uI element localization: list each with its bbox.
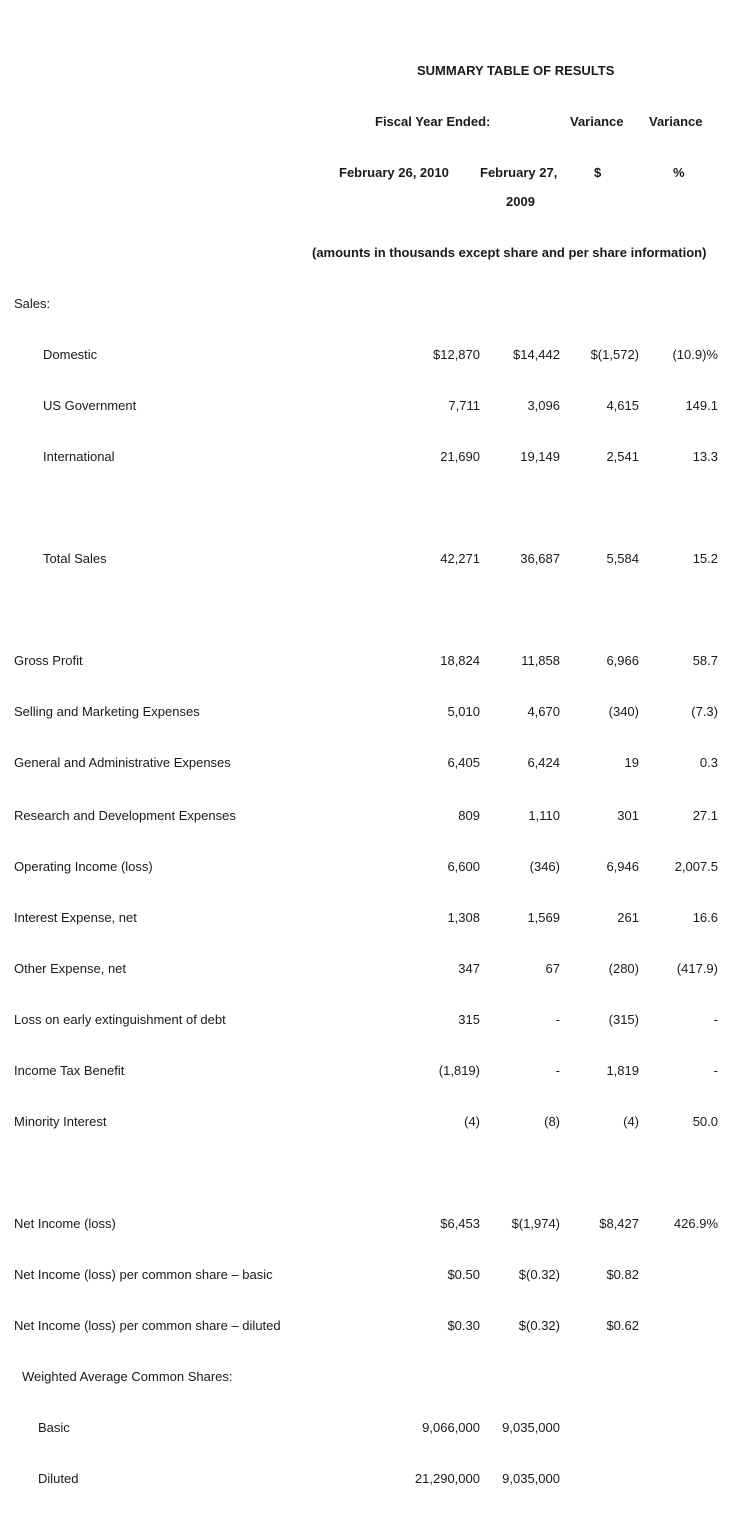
- cell-fy2010: $6,453: [440, 1216, 480, 1231]
- cell-fy2010: 5,010: [447, 704, 480, 719]
- cell-fy2009: 6,424: [527, 755, 560, 770]
- cell-fy2009: 19,149: [520, 449, 560, 464]
- cell-variance-percent: -: [713, 1012, 718, 1027]
- cell-variance-dollar: 4,615: [606, 398, 639, 413]
- cell-variance-percent: 15.2: [692, 551, 718, 566]
- cell-variance-dollar: (280): [608, 961, 639, 976]
- cell-fy2009: (346): [529, 859, 560, 874]
- cell-fy2009: 36,687: [520, 551, 560, 566]
- variance-percent-header: Variance: [649, 114, 703, 129]
- row-label: General and Administrative Expenses: [14, 755, 231, 770]
- cell-fy2010: $0.30: [447, 1318, 480, 1333]
- cell-variance-dollar: (340): [608, 704, 639, 719]
- cell-fy2009: -: [555, 1012, 560, 1027]
- row-label: US Government: [43, 398, 137, 413]
- cell-fy2010: (4): [464, 1114, 480, 1129]
- date-2009-header-line2: 2009: [506, 194, 535, 209]
- cell-variance-dollar: 19: [624, 755, 639, 770]
- cell-variance-percent: 2,007.5: [674, 859, 718, 874]
- row-label: Income Tax Benefit: [14, 1063, 125, 1078]
- cell-fy2009: 9,035,000: [502, 1471, 560, 1486]
- row-label: Diluted: [38, 1471, 79, 1486]
- cell-fy2010: 42,271: [440, 551, 480, 566]
- row-label: Operating Income (loss): [14, 859, 153, 874]
- row-label: Basic: [38, 1420, 70, 1435]
- cell-variance-dollar: 6,966: [606, 653, 639, 668]
- cell-variance-percent: 426.9%: [673, 1216, 718, 1231]
- fiscal-year-header: Fiscal Year Ended:: [375, 114, 491, 129]
- cell-fy2009: 4,670: [527, 704, 560, 719]
- cell-fy2010: 21,290,000: [414, 1471, 480, 1486]
- row-label: Net Income (loss) per common share – basic: [14, 1267, 273, 1282]
- row-label: Interest Expense, net: [14, 910, 137, 925]
- cell-fy2010: 347: [458, 961, 480, 976]
- cell-fy2009: 9,035,000: [502, 1420, 560, 1435]
- cell-variance-percent: (417.9): [676, 961, 718, 976]
- cell-variance-percent: 13.3: [692, 449, 718, 464]
- variance-dollar-header: Variance: [570, 114, 624, 129]
- cell-variance-percent: -: [713, 1063, 718, 1078]
- cell-variance-dollar: 1,819: [606, 1063, 639, 1078]
- cell-variance-dollar: 2,541: [606, 449, 639, 464]
- cell-variance-percent: (10.9)%: [672, 347, 718, 362]
- cell-fy2009: -: [555, 1063, 560, 1078]
- cell-fy2009: 67: [545, 961, 560, 976]
- amounts-note: (amounts in thousands except share and per share information): [312, 245, 707, 260]
- row-label: Loss on early extinguishment of debt: [14, 1012, 226, 1027]
- row-label: International: [43, 449, 115, 464]
- cell-variance-percent: 50.0: [692, 1114, 718, 1129]
- cell-fy2010: (1,819): [438, 1063, 480, 1078]
- cell-fy2009: $(0.32): [518, 1267, 560, 1282]
- cell-fy2009: 1,110: [528, 808, 560, 823]
- cell-variance-dollar: $8,427: [599, 1216, 639, 1231]
- cell-fy2010: 1,308: [447, 910, 480, 925]
- cell-variance-percent: 149.1: [685, 398, 718, 413]
- cell-variance-dollar: $0.82: [606, 1267, 639, 1282]
- cell-variance-percent: 16.6: [692, 910, 718, 925]
- cell-variance-dollar: 301: [617, 808, 639, 823]
- cell-fy2009: (8): [544, 1114, 560, 1129]
- cell-variance-dollar: 6,946: [606, 859, 639, 874]
- cell-fy2009: 3,096: [527, 398, 560, 413]
- cell-variance-dollar: (4): [623, 1114, 639, 1129]
- date-2010-header: February 26, 2010: [339, 165, 449, 180]
- cell-fy2010: 6,600: [447, 859, 480, 874]
- row-label: Total Sales: [43, 551, 107, 566]
- row-label: Net Income (loss): [14, 1216, 116, 1231]
- table-title: SUMMARY TABLE OF RESULTS: [417, 63, 615, 78]
- cell-variance-percent: 0.3: [699, 755, 718, 770]
- cell-fy2010: 21,690: [440, 449, 480, 464]
- date-2009-header-line1: February 27,: [480, 165, 558, 180]
- cell-variance-dollar: $0.62: [606, 1318, 639, 1333]
- cell-fy2010: 6,405: [447, 755, 480, 770]
- cell-variance-dollar: 261: [617, 910, 639, 925]
- cell-variance-dollar: (315): [608, 1012, 639, 1027]
- row-label: Selling and Marketing Expenses: [14, 704, 200, 719]
- cell-fy2010: $0.50: [447, 1267, 480, 1282]
- weighted-shares-label: Weighted Average Common Shares:: [22, 1369, 233, 1384]
- unit-dollar-header: $: [594, 165, 602, 180]
- cell-fy2009: $(1,974): [511, 1216, 560, 1231]
- cell-fy2010: $12,870: [433, 347, 480, 362]
- cell-variance-percent: 27.1: [692, 808, 718, 823]
- cell-fy2010: 7,711: [448, 398, 480, 413]
- row-label: Minority Interest: [14, 1114, 107, 1129]
- row-label: Other Expense, net: [14, 961, 127, 976]
- cell-fy2010: 9,066,000: [422, 1420, 480, 1435]
- sales-section-label: Sales:: [14, 296, 51, 311]
- cell-fy2009: 1,569: [527, 910, 560, 925]
- row-label: Domestic: [43, 347, 98, 362]
- row-label: Gross Profit: [14, 653, 83, 668]
- cell-fy2009: 11,858: [521, 653, 560, 668]
- cell-fy2010: 18,824: [440, 653, 480, 668]
- cell-variance-dollar: $(1,572): [590, 347, 639, 362]
- cell-fy2010: 809: [458, 808, 480, 823]
- cell-fy2010: 315: [458, 1012, 480, 1027]
- cell-fy2009: $14,442: [513, 347, 560, 362]
- unit-percent-header: %: [673, 165, 685, 180]
- row-label: Research and Development Expenses: [14, 808, 236, 823]
- row-label: Net Income (loss) per common share – diluted: [14, 1318, 281, 1333]
- cell-variance-percent: 58.7: [692, 653, 718, 668]
- cell-variance-percent: (7.3): [691, 704, 718, 719]
- cell-variance-dollar: 5,584: [606, 551, 639, 566]
- cell-fy2009: $(0.32): [518, 1318, 560, 1333]
